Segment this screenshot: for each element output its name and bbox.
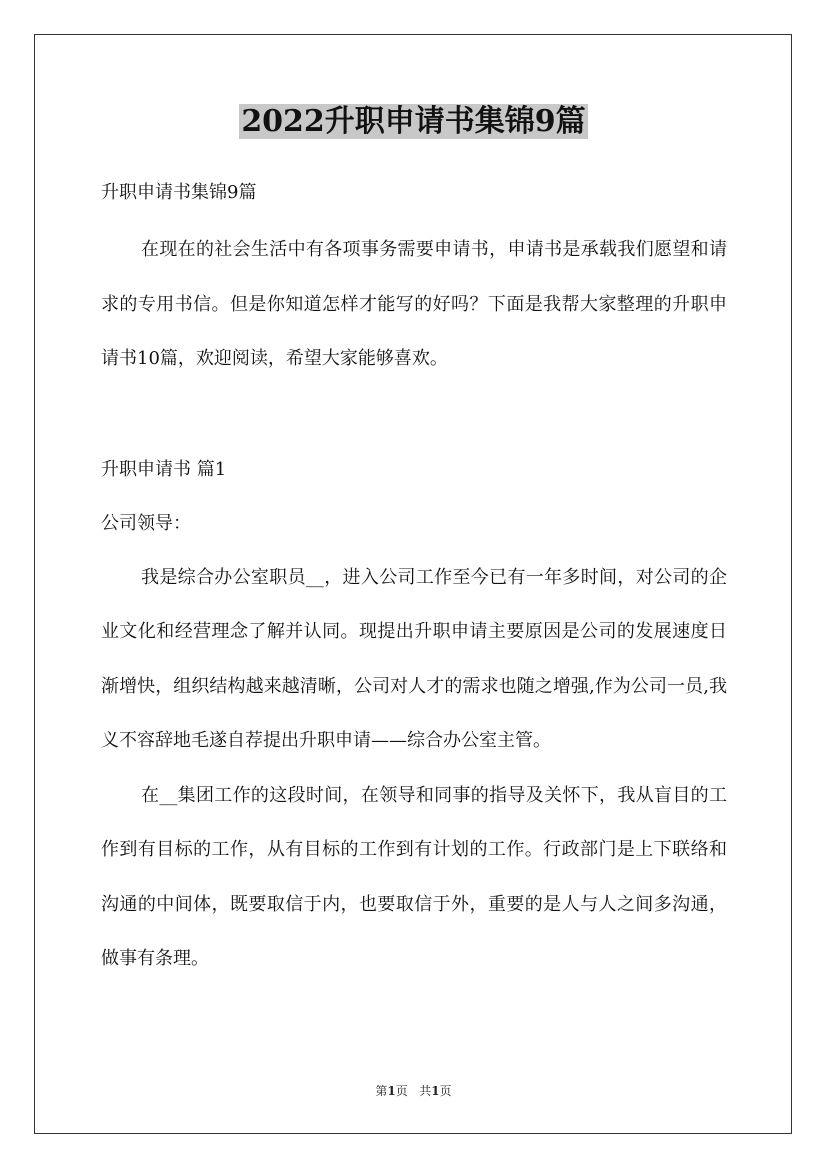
document-subtitle: 升职申请书集锦9篇 [101, 182, 257, 203]
document-title [0, 100, 827, 144]
intro-paragraph: 在现在的社会生活中有各项事务需要申请书，申请书是承载我们愿望和请求的专用书信。但是你知道怎样才能写的好吗？下面是我帮大家整理的升职申请书10篇，欢迎阅读，希望大家能够喜欢。 [101, 239, 727, 369]
total-pages: 1 [431, 1084, 440, 1098]
section-heading: 升职申请书 篇1 [101, 458, 227, 480]
total-prefix: 共 [419, 1084, 432, 1098]
body-paragraph-2: 在__集团工作的这段时间，在领导和同事的指导及关怀下，我从盲目的工作到有目标的工作，从有目标的工作到有计划的工作。行政部门是上下联络和沟通的中间体，既要取信于内，也要取信于外，重要的是人与人之间多沟通，做事有条理。 [101, 784, 727, 969]
page-prefix: 第 [375, 1084, 388, 1098]
page-number: 1 [387, 1084, 396, 1098]
document-body [101, 175, 727, 987]
section-spacer [101, 387, 727, 443]
salutation: 公司领导： [101, 512, 191, 534]
page-footer [0, 1083, 827, 1099]
total-suffix: 页 [439, 1084, 452, 1098]
document-title-text: 2022升职申请书集锦9篇 [241, 104, 586, 139]
page-suffix: 页 [395, 1084, 408, 1098]
body-paragraph-1: 我是综合办公室职员__，进入公司工作至今已有一年多时间，对公司的企业文化和经营理念了解并认同。现提出升职申请主要原因是公司的发展速度日渐增快，组织结构越来越清晰，公司对人才的需求也随之增强,作为公司一员,我义不容辞地毛遂自荐提出升职申请——综合办公室主管。 [101, 566, 727, 751]
